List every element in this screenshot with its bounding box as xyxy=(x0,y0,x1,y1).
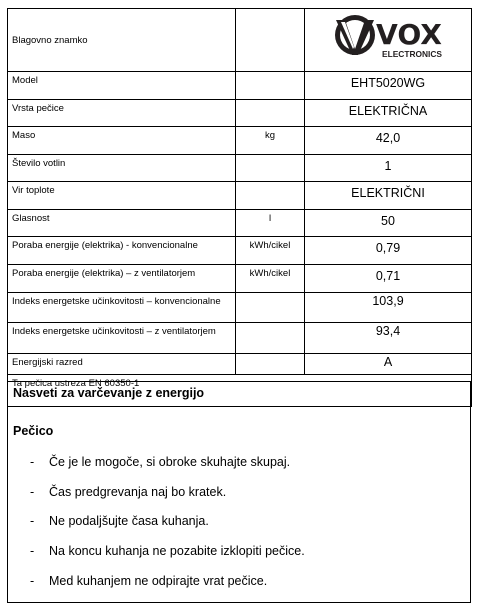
table-row-brand xyxy=(8,9,472,72)
brand-label: Blagovno znamko xyxy=(8,9,236,72)
table-row-energy-conventional xyxy=(8,237,472,265)
list-item xyxy=(30,485,305,515)
row-unit: kWh/cikel xyxy=(236,237,305,265)
table-row-model xyxy=(8,72,472,100)
row-label: Indeks energetske učinkovitosti – konvencionalne xyxy=(8,293,236,323)
dash-bullet: - xyxy=(30,514,35,529)
row-unit xyxy=(236,72,305,100)
list-item xyxy=(30,544,305,574)
row-unit xyxy=(236,100,305,127)
standard-note: Ta pečica ustreza EN 60350-1 xyxy=(8,375,472,407)
tips-subtitle: Pečico xyxy=(13,424,54,438)
row-label: Vrsta pečice xyxy=(8,100,236,127)
tip-text: Če je le mogoče, si obroke skuhajte skupaj. xyxy=(49,455,291,469)
row-value: ELEKTRIČNI xyxy=(305,182,472,210)
tip-text: Ne podaljšujte časa kuhanja. xyxy=(49,514,209,529)
dash-bullet: - xyxy=(30,544,35,559)
energy-tips-box xyxy=(7,381,471,603)
table-row-eei-fan xyxy=(8,323,472,354)
row-value: 103,9 xyxy=(305,293,472,323)
row-label: Maso xyxy=(8,127,236,155)
row-unit xyxy=(236,182,305,210)
tips-title: Nasveti za varčevanje z energijo xyxy=(13,386,205,400)
row-value: EHT5020WG xyxy=(305,72,472,100)
dash-bullet: - xyxy=(30,455,35,469)
table-row-energy-fan xyxy=(8,265,472,293)
table-row-cavities xyxy=(8,155,472,182)
vox-logo xyxy=(330,11,446,63)
table-row-energy-class xyxy=(8,354,472,375)
brand-logo-cell xyxy=(305,9,472,72)
row-unit xyxy=(236,354,305,375)
table-row-eei-conventional xyxy=(8,293,472,323)
vox-logo-emblem xyxy=(335,15,375,55)
row-unit: kg xyxy=(236,127,305,155)
row-label: Število votlin xyxy=(8,155,236,182)
row-unit xyxy=(236,323,305,354)
row-value: 93,4 xyxy=(305,323,472,354)
table-row-heat-source xyxy=(8,182,472,210)
row-unit: l xyxy=(236,210,305,237)
row-unit xyxy=(236,293,305,323)
tip-text: Med kuhanjem ne odpirajte vrat pečice. xyxy=(49,573,268,588)
dash-bullet: - xyxy=(30,573,35,588)
product-info-table xyxy=(7,8,472,407)
row-label: Vir toplote xyxy=(8,182,236,210)
row-value: 1 xyxy=(305,155,472,182)
row-unit: kWh/cikel xyxy=(236,265,305,293)
row-value: ELEKTRIČNA xyxy=(305,100,472,127)
tip-text: Čas predgrevanja naj bo kratek. xyxy=(49,484,227,499)
row-label: Poraba energije (elektrika) – z ventilatorjem xyxy=(8,265,236,293)
row-value: 0,79 xyxy=(305,237,472,265)
row-label: Glasnost xyxy=(8,210,236,237)
row-label: Energijski razred xyxy=(8,354,236,375)
row-label: Poraba energije (elektrika) - konvencionalne xyxy=(8,237,236,265)
row-value: 0,71 xyxy=(305,265,472,293)
row-label: Model xyxy=(8,72,236,100)
row-value: 50 xyxy=(305,210,472,237)
list-item xyxy=(30,514,305,544)
logo-text: VOX xyxy=(376,18,443,51)
table-row-mass xyxy=(8,127,472,155)
table-row-volume xyxy=(8,210,472,237)
row-unit xyxy=(236,155,305,182)
row-label: Indeks energetske učinkovitosti – z ventilatorjem xyxy=(8,323,236,354)
dash-bullet: - xyxy=(30,484,35,499)
list-item xyxy=(30,574,305,604)
tips-list xyxy=(30,455,305,603)
logo-subtext: ELECTRONICS xyxy=(382,49,443,59)
table-row-oven-type xyxy=(8,100,472,127)
tip-text: Na koncu kuhanja ne pozabite izklopiti pečice. xyxy=(49,544,305,559)
row-value: A xyxy=(305,354,472,375)
row-value: 42,0 xyxy=(305,127,472,155)
list-item xyxy=(30,455,305,485)
